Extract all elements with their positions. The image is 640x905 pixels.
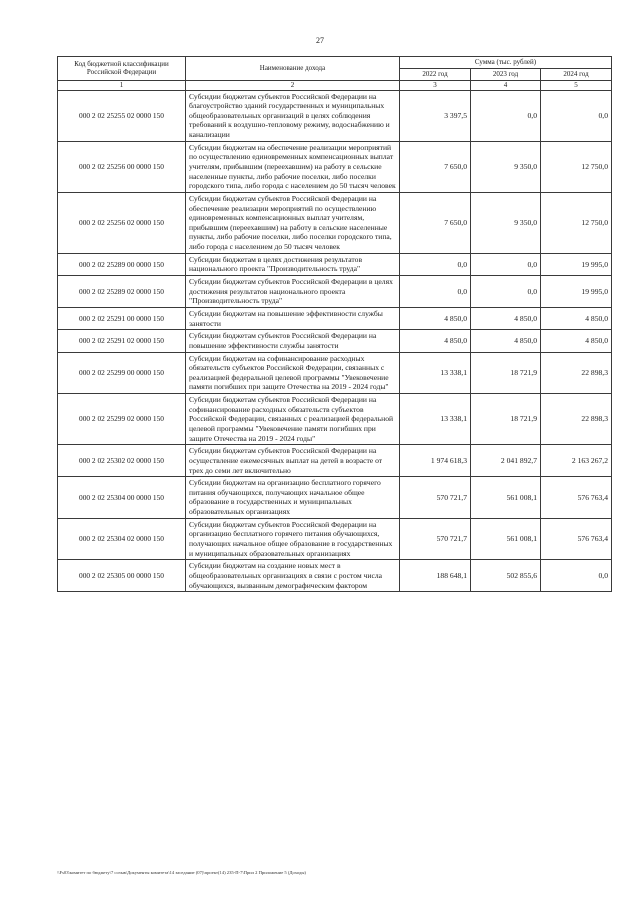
- column-number: 2: [186, 80, 400, 90]
- column-number: 5: [541, 80, 612, 90]
- table-row: [58, 394, 612, 445]
- amount-2022: 7 650,0: [400, 192, 471, 253]
- budget-code: 000 2 02 25289 00 0000 150: [58, 253, 186, 275]
- amount-2024: 22 898,3: [541, 394, 612, 445]
- amount-2024: 19 995,0: [541, 253, 612, 275]
- budget-code: 000 2 02 25256 00 0000 150: [58, 141, 186, 192]
- amount-2024: 2 163 267,2: [541, 445, 612, 477]
- budget-code: 000 2 02 25289 02 0000 150: [58, 276, 186, 308]
- table-row: [58, 90, 612, 141]
- file-path-footer: \\Fs03\комитет по бюджету\7 созыв\Документы комитета\14 заседание (07)\проект(14) 235-П-7\Прил 2 Приложение 5 (Доходы): [57, 870, 306, 875]
- amount-2022: 188 648,1: [400, 560, 471, 592]
- header-year-2022: 2022 год: [400, 68, 471, 80]
- amount-2022: 1 974 618,3: [400, 445, 471, 477]
- revenue-name: Субсидии бюджетам на организацию бесплатного горячего питания обучающихся, получающих начальное общее образование в государственных и муниципальных образовательных организациях: [186, 477, 400, 519]
- revenue-name: Субсидии бюджетам субъектов Российской Федерации в целях достижения результатов национального проекта "Производительность труда": [186, 276, 400, 308]
- table-row: [58, 477, 612, 519]
- amount-2023: 0,0: [471, 90, 541, 141]
- table-row: [58, 518, 612, 560]
- amount-2024: 576 763,4: [541, 518, 612, 560]
- amount-2024: 12 750,0: [541, 141, 612, 192]
- revenue-name: Субсидии бюджетам субъектов Российской Федерации на благоустройство зданий государственных и муниципальных общеобразовательных организаций в целях соблюдения требований к воздушно-тепловому режиму, водоснабжению и канализации: [186, 90, 400, 141]
- amount-2023: 561 008,1: [471, 518, 541, 560]
- amount-2022: 7 650,0: [400, 141, 471, 192]
- budget-code: 000 2 02 25255 02 0000 150: [58, 90, 186, 141]
- revenue-name: Субсидии бюджетам в целях достижения результатов национального проекта "Производительность труда": [186, 253, 400, 275]
- amount-2022: 4 850,0: [400, 307, 471, 329]
- budget-code: 000 2 02 25299 00 0000 150: [58, 352, 186, 394]
- amount-2023: 18 721,9: [471, 394, 541, 445]
- amount-2022: 0,0: [400, 253, 471, 275]
- header-year-2023: 2023 год: [471, 68, 541, 80]
- amount-2023: 502 855,6: [471, 560, 541, 592]
- header-sum: Сумма (тыс. рублей): [400, 57, 612, 69]
- amount-2022: 0,0: [400, 276, 471, 308]
- amount-2023: 561 008,1: [471, 477, 541, 519]
- table-row: [58, 192, 612, 253]
- amount-2024: 19 995,0: [541, 276, 612, 308]
- budget-code: 000 2 02 25304 00 0000 150: [58, 477, 186, 519]
- table-row: [58, 330, 612, 352]
- revenue-name: Субсидии бюджетам на обеспечение реализации мероприятий по осуществлению единовременных компенсационных выплат учителям, прибывшим (переехавшим) на работу в сельские населенные пункты, либо рабочие поселки, либо поселки городского типа, либо города с населением до 50 тысяч человек: [186, 141, 400, 192]
- revenue-name: Субсидии бюджетам субъектов Российской Федерации на обеспечение реализации мероприятий по осуществлению единовременных компенсационных выплат учителям, прибывшим (переехавшим) на работу в сельские населенные пункты, либо рабочие поселки, либо поселки городского типа, либо города с населением до 50 тысяч человек: [186, 192, 400, 253]
- revenue-name: Субсидии бюджетам на создание новых мест в общеобразовательных организациях в связи с ростом числа обучающихся, вызванным демографическим фактором: [186, 560, 400, 592]
- revenue-name: Субсидии бюджетам субъектов Российской Федерации на софинансирование расходных обязательств субъектов Российской Федерации, связанных с реализацией федеральной целевой программы "Увековечение памяти погибших при защите Отечества на 2019 - 2024 годы": [186, 394, 400, 445]
- revenue-table: [57, 56, 612, 592]
- amount-2024: 4 850,0: [541, 330, 612, 352]
- budget-code: 000 2 02 25291 02 0000 150: [58, 330, 186, 352]
- revenue-name: Субсидии бюджетам на повышение эффективности службы занятости: [186, 307, 400, 329]
- amount-2023: 9 350,0: [471, 192, 541, 253]
- revenue-name: Субсидии бюджетам субъектов Российской Федерации на организацию бесплатного горячего питания обучающихся, получающих начальное общее образование в государственных и муниципальных образовательных организациях: [186, 518, 400, 560]
- table-row: [58, 445, 612, 477]
- header-name: Наименование дохода: [186, 57, 400, 81]
- budget-code: 000 2 02 25256 02 0000 150: [58, 192, 186, 253]
- amount-2024: 22 898,3: [541, 352, 612, 394]
- revenue-name: Субсидии бюджетам субъектов Российской Федерации на осуществление ежемесячных выплат на детей в возрасте от трех до семи лет включительно: [186, 445, 400, 477]
- table-row: [58, 560, 612, 592]
- column-number: 1: [58, 80, 186, 90]
- amount-2022: 13 338,1: [400, 352, 471, 394]
- amount-2024: 576 763,4: [541, 477, 612, 519]
- amount-2024: 12 750,0: [541, 192, 612, 253]
- budget-code: 000 2 02 25299 02 0000 150: [58, 394, 186, 445]
- table-row: [58, 307, 612, 329]
- amount-2022: 13 338,1: [400, 394, 471, 445]
- table-row: [58, 141, 612, 192]
- table-row: [58, 276, 612, 308]
- revenue-name: Субсидии бюджетам субъектов Российской Федерации на повышение эффективности службы занятости: [186, 330, 400, 352]
- table-row: [58, 253, 612, 275]
- amount-2022: 570 721,7: [400, 477, 471, 519]
- amount-2023: 4 850,0: [471, 330, 541, 352]
- header-year-2024: 2024 год: [541, 68, 612, 80]
- budget-code: 000 2 02 25302 02 0000 150: [58, 445, 186, 477]
- budget-code: 000 2 02 25304 02 0000 150: [58, 518, 186, 560]
- amount-2024: 0,0: [541, 90, 612, 141]
- column-number-row: [58, 80, 612, 90]
- header-code: Код бюджетной классификации Российской Федерации: [58, 57, 186, 81]
- column-number: 4: [471, 80, 541, 90]
- amount-2023: 9 350,0: [471, 141, 541, 192]
- amount-2023: 0,0: [471, 253, 541, 275]
- amount-2024: 0,0: [541, 560, 612, 592]
- column-number: 3: [400, 80, 471, 90]
- budget-code: 000 2 02 25291 00 0000 150: [58, 307, 186, 329]
- budget-code: 000 2 02 25305 00 0000 150: [58, 560, 186, 592]
- amount-2023: 2 041 892,7: [471, 445, 541, 477]
- page-number: 27: [316, 36, 324, 45]
- amount-2023: 0,0: [471, 276, 541, 308]
- amount-2022: 3 397,5: [400, 90, 471, 141]
- amount-2024: 4 850,0: [541, 307, 612, 329]
- table-row: [58, 352, 612, 394]
- amount-2022: 570 721,7: [400, 518, 471, 560]
- amount-2022: 4 850,0: [400, 330, 471, 352]
- amount-2023: 18 721,9: [471, 352, 541, 394]
- revenue-name: Субсидии бюджетам на софинансирование расходных обязательств субъектов Российской Федерации, связанных с реализацией федеральной целевой программы "Увековечение памяти погибших при защите Отечества на 2019 - 2024 годы": [186, 352, 400, 394]
- amount-2023: 4 850,0: [471, 307, 541, 329]
